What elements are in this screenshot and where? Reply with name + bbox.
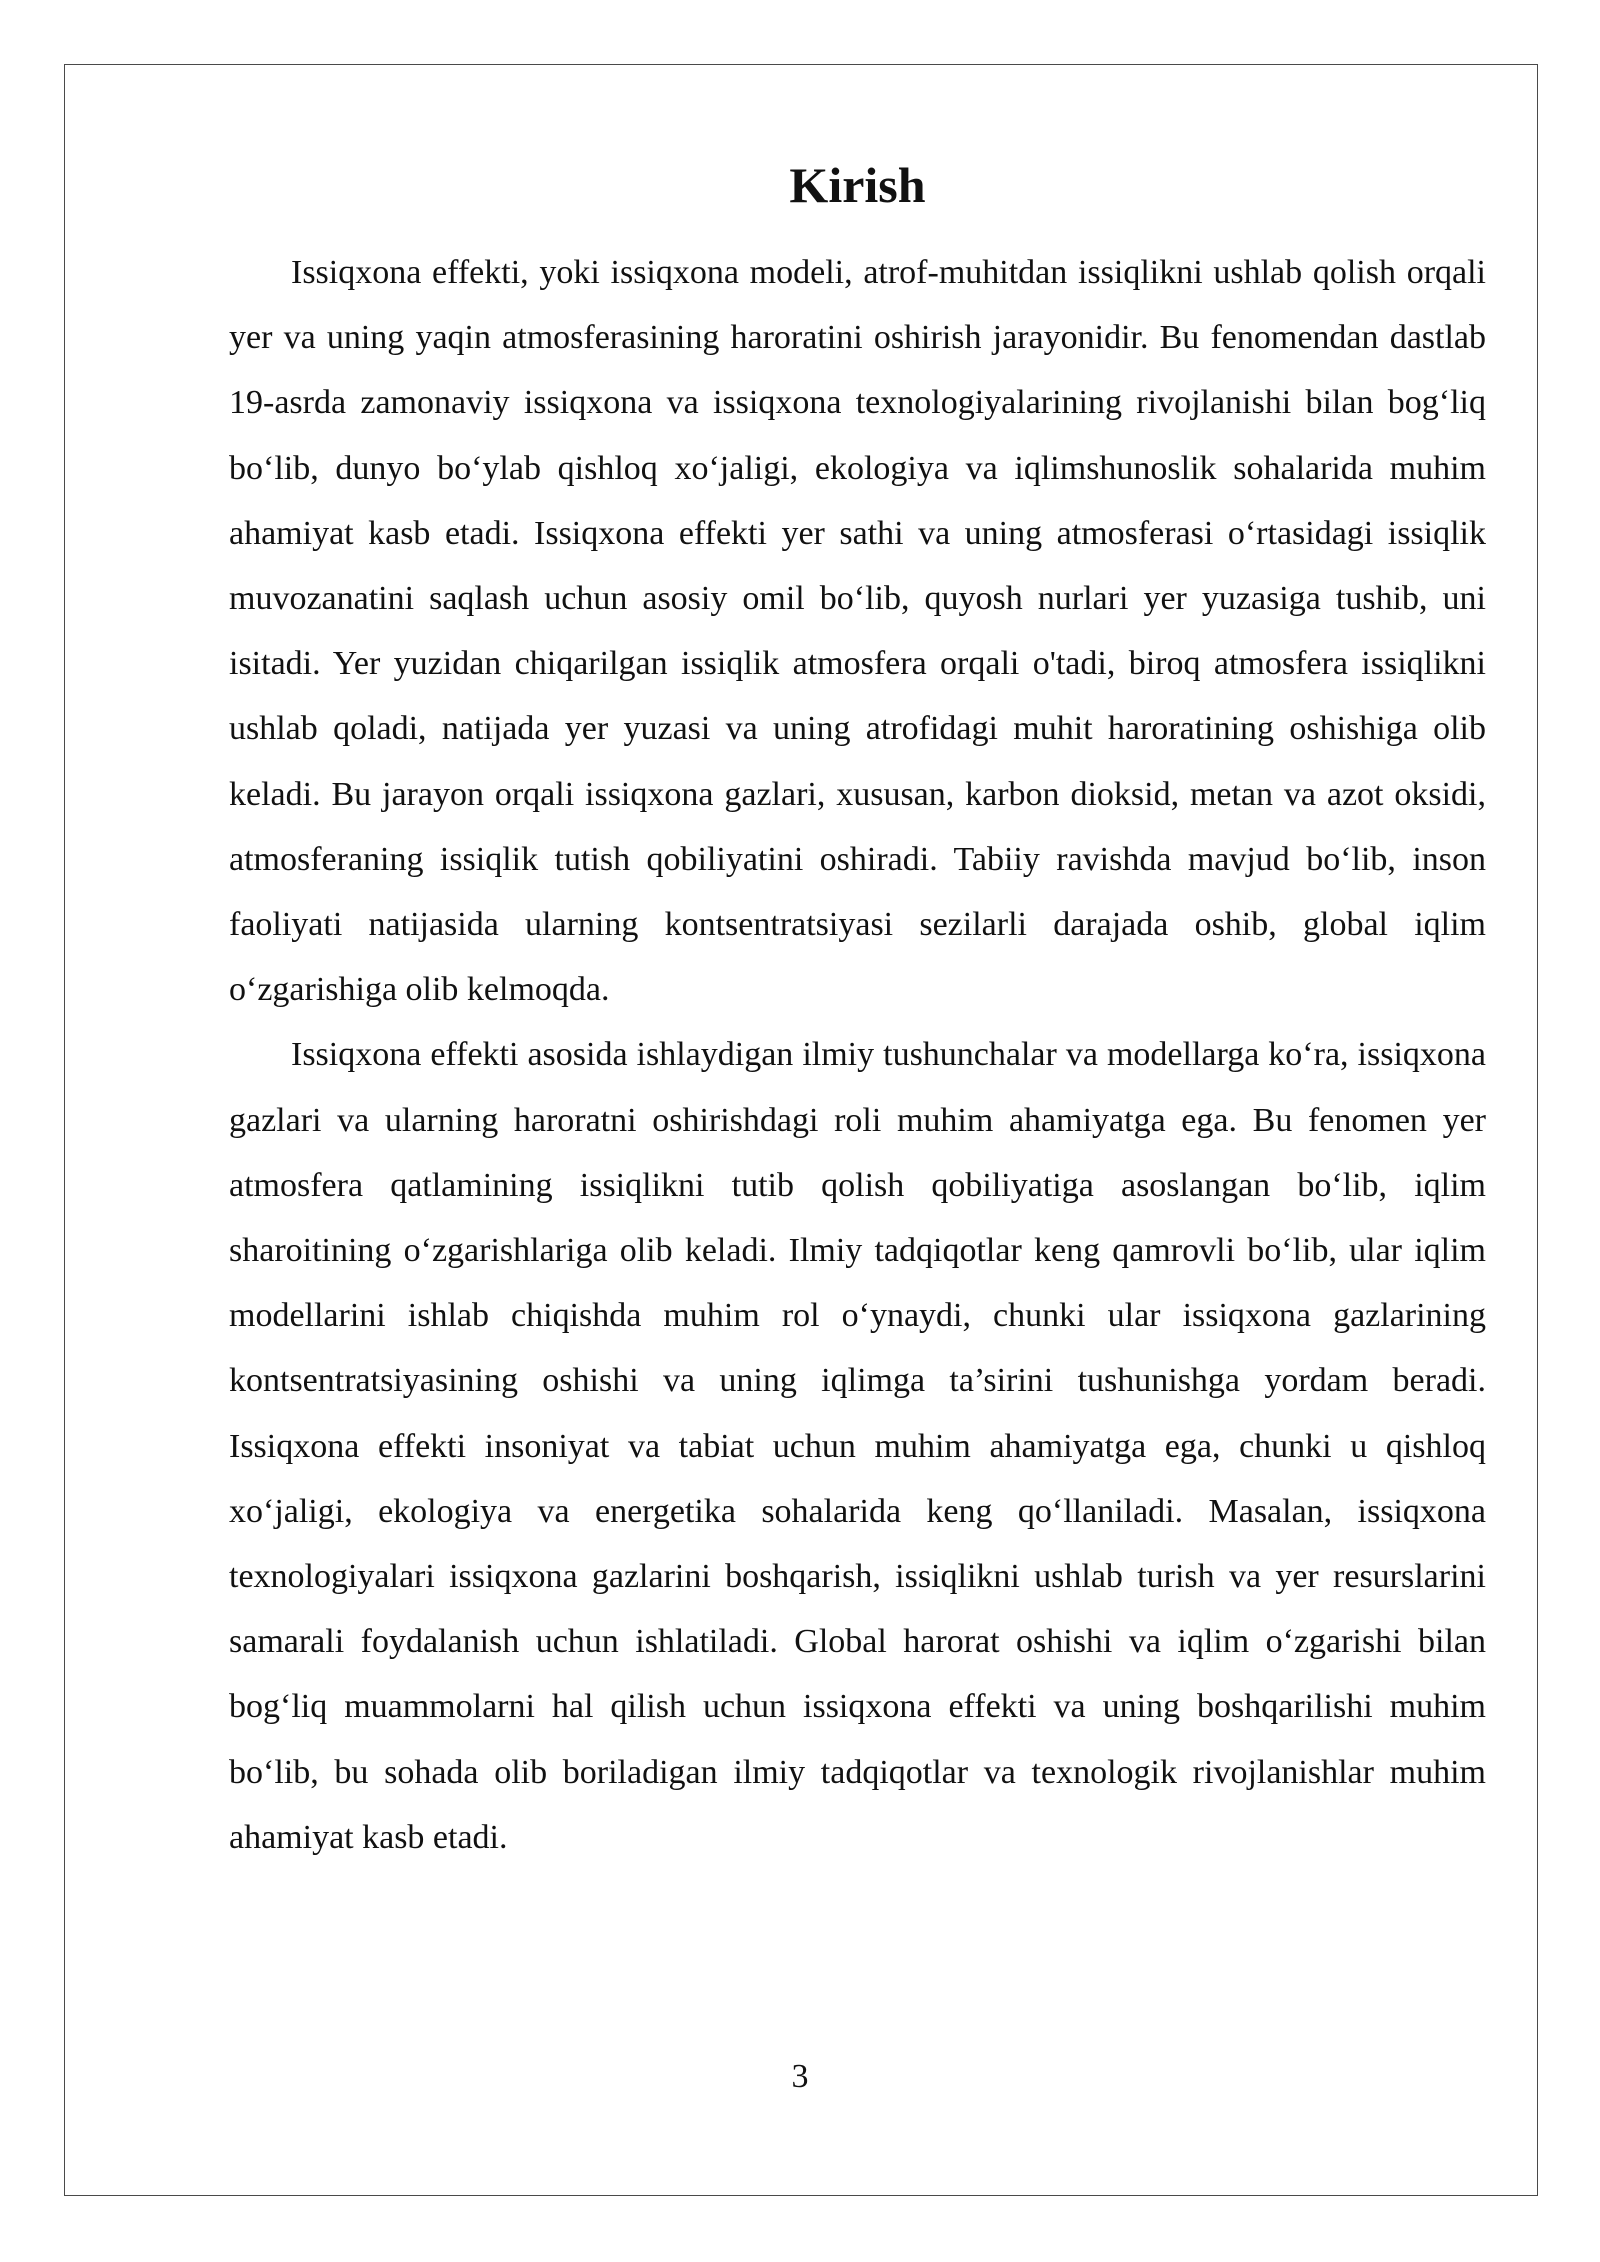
paragraph-1: Issiqxona effekti, yoki issiqxona modeli, atrof-muhitdan issiqlikni ushlab qolish orqali yer va uning yaqin atmosferasining haroratini oshirish jarayonidir. Bu fenomendan dastlab 19-asrda zamonaviy issiqxona va issiqxona texnologiyalarining rivojlanishi bilan bog‘liq bo‘lib, dunyo bo‘ylab qishloq xo‘jaligi, ekologiya va iqlimshunoslik sohalarida muhim ahamiyat kasb etadi. Issiqxona effekti yer sathi va uning atmosferasi o‘rtasidagi issiqlik muvozanatini saqlash uchun asosiy omil bo‘lib, quyosh nurlari yer yuzasiga tushib, uni isitadi. Yer yuzidan chiqarilgan issiqlik atmosfera orqali o'tadi, biroq atmosfera issiqlikni ushlab qoladi, natijada yer yuzasi va uning atrofidagi muhit haroratining oshishiga olib keladi. Bu jarayon orqali issiqxona gazlari, xususan, karbon dioksid, metan va azot oksidi, atmosferaning issiqlik tutish qobiliyatini oshiradi. Tabiiy ravishda mavjud bo‘lib, inson faoliyati natijasida ularning kontsentratsiyasi sezilarli darajada oshib, global iqlim o‘zgarishiga olib kelmoqda.	[229, 254, 1486, 1009]
document-body	[229, 120, 1486, 1870]
paragraph-2: Issiqxona effekti asosida ishlaydigan ilmiy tushunchalar va modellarga ko‘ra, issiqxona gazlari va ularning haroratni oshirishdagi roli muhim ahamiyatga ega. Bu fenomen yer atmosfera qatlamining issiqlikni tutib qolish qobiliyatiga asoslangan bo‘lib, iqlim sharoitining o‘zgarishlariga olib keladi. Ilmiy tadqiqotlar keng qamrovli bo‘lib, ular iqlim modellarini ishlab chiqishda muhim rol o‘ynaydi, chunki ular issiqxona gazlarining kontsentratsiyasining oshishi va uning iqlimga ta’sirini tushunishga yordam beradi. Issiqxona effekti insoniyat va tabiat uchun muhim ahamiyatga ega, chunki u qishloq xo‘jaligi, ekologiya va energetika sohalarida keng qo‘llaniladi. Masalan, issiqxona texnologiyalari issiqxona gazlarini boshqarish, issiqlikni ushlab turish va yer resurslarini samarali foydalanish uchun ishlatiladi. Global harorat oshishi va iqlim o‘zgarishi bilan bog‘liq muammolarni hal qilish uchun issiqxona effekti va uning boshqarilishi muhim bo‘lib, bu sohada olib boriladigan ilmiy tadqiqotlar va texnologik rivojlanishlar muhim ahamiyat kasb etadi.	[229, 1036, 1486, 1856]
page-title: Kirish	[789, 157, 926, 213]
page-number: 3	[791, 2058, 809, 2095]
